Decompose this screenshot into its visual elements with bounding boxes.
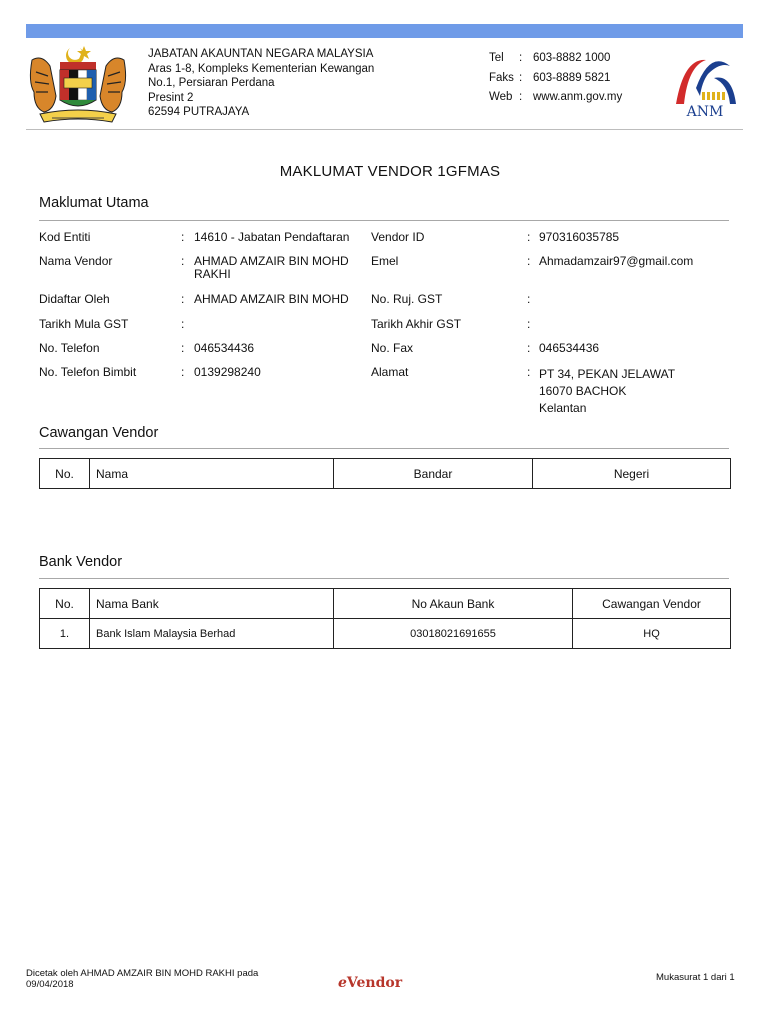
contact-value: 603-8882 1000 xyxy=(533,52,611,64)
field-colon: : xyxy=(527,341,531,355)
column-header: Nama Bank xyxy=(90,589,334,619)
field-colon: : xyxy=(181,341,185,355)
table-header-row xyxy=(40,459,731,489)
field-value-didaftar-oleh: AHMAD AMZAIR BIN MOHD xyxy=(194,292,349,306)
column-header: Bandar xyxy=(334,459,533,489)
contact-value: www.anm.gov.my xyxy=(533,91,623,103)
field-label-didaftar-oleh: Didaftar Oleh xyxy=(39,292,110,306)
printed-by-note xyxy=(26,968,258,990)
field-label-emel: Emel xyxy=(371,254,399,268)
contact-fax xyxy=(489,69,622,89)
address-line: Presint 2 xyxy=(148,91,194,104)
contact-web xyxy=(489,88,622,108)
field-value-no-fax: 046534436 xyxy=(539,341,600,355)
field-colon: : xyxy=(527,317,531,331)
printed-by-line: Dicetak oleh AHMAD AMZAIR BIN MOHD RAKHI pada xyxy=(26,968,259,979)
vendor-name-line: RAKHI xyxy=(194,267,231,281)
cell-bank-name: Bank Islam Malaysia Berhad xyxy=(90,619,334,649)
field-colon: : xyxy=(527,230,531,244)
header-accent-bar xyxy=(26,24,743,38)
bank-table xyxy=(39,588,731,649)
address-line: Kelantan xyxy=(539,401,587,415)
field-value-nama-vendor xyxy=(194,255,349,281)
address-line: PT 34, PEKAN JELAWAT xyxy=(539,367,676,381)
column-header: No. xyxy=(40,589,90,619)
contact-separator: : xyxy=(519,71,523,84)
contact-tel xyxy=(489,49,622,69)
cell-account-no: 03018021691655 xyxy=(334,619,573,649)
field-colon: : xyxy=(181,292,185,306)
field-label-no-telefon-bimbit: No. Telefon Bimbit xyxy=(39,365,137,379)
address-line: 16070 BACHOK xyxy=(539,384,627,398)
branch-table xyxy=(39,458,731,489)
field-label-vendor-id: Vendor ID xyxy=(371,230,425,244)
brand-e: e xyxy=(338,975,347,991)
column-header: Negeri xyxy=(533,459,731,489)
column-header: No. xyxy=(40,459,90,489)
section-branch-title: Cawangan Vendor xyxy=(39,425,159,441)
table-header-row xyxy=(40,589,731,619)
anm-logo-icon xyxy=(666,48,744,122)
contact-details xyxy=(489,49,622,108)
column-header: No Akaun Bank xyxy=(334,589,573,619)
document-title: MAKLUMAT VENDOR 1GFMAS xyxy=(279,163,501,180)
section-bank-title: Bank Vendor xyxy=(39,554,123,570)
field-colon: : xyxy=(181,230,185,244)
brand-text: Vendor xyxy=(346,975,403,991)
field-colon: : xyxy=(527,365,531,379)
column-header: Nama xyxy=(90,459,334,489)
page-number: Mukasurat 1 dari 1 xyxy=(656,972,735,983)
cell-branch: HQ xyxy=(573,619,731,649)
field-colon: : xyxy=(527,254,531,268)
field-value-no-telefon-bimbit: 0139298240 xyxy=(194,365,261,379)
field-value-alamat xyxy=(539,366,675,417)
address-line: No.1, Persiaran Perdana xyxy=(148,77,275,89)
anm-logo-text: ANM xyxy=(686,104,724,120)
coat-of-arms-icon xyxy=(26,42,130,126)
section-divider xyxy=(39,578,729,579)
section-main-info-title: Maklumat Utama xyxy=(39,195,149,211)
field-value-emel: Ahmadamzair97@gmail.com xyxy=(539,254,694,268)
contact-label: Faks xyxy=(489,71,514,84)
section-divider xyxy=(39,220,729,221)
org-name: JABATAN AKAUNTAN NEGARA MALAYSIA xyxy=(148,48,374,60)
field-colon: : xyxy=(181,317,185,331)
field-colon: : xyxy=(181,365,185,379)
vendor-name-line: AHMAD AMZAIR BIN MOHD xyxy=(194,254,349,268)
printed-by-line: 09/04/2018 xyxy=(26,979,74,990)
address-line: Aras 1-8, Kompleks Kementerian Kewangan xyxy=(148,62,375,75)
field-value-no-telefon: 046534436 xyxy=(194,341,255,355)
field-value-vendor-id: 970316035785 xyxy=(539,230,620,244)
organization-address xyxy=(148,47,374,120)
address-line: 62594 PUTRAJAYA xyxy=(148,106,250,118)
field-label-tarikh-akhir-gst: Tarikh Akhir GST xyxy=(371,317,462,331)
column-header: Cawangan Vendor xyxy=(573,589,731,619)
field-label-no-fax: No. Fax xyxy=(371,341,414,355)
field-label-no-telefon: No. Telefon xyxy=(39,341,100,355)
section-divider xyxy=(39,448,729,449)
field-label-no-ruj-gst: No. Ruj. GST xyxy=(371,292,443,306)
contact-label: Web xyxy=(489,91,513,103)
cell-no: 1. xyxy=(40,619,90,649)
field-colon: : xyxy=(181,254,185,268)
field-value-kod-entiti: 14610 - Jabatan Pendaftaran xyxy=(194,230,350,244)
field-label-kod-entiti: Kod Entiti xyxy=(39,230,91,244)
contact-label: Tel xyxy=(489,52,504,64)
letterhead xyxy=(26,38,743,130)
table-row xyxy=(40,619,731,649)
evendor-logo xyxy=(338,975,402,991)
field-label-nama-vendor: Nama Vendor xyxy=(39,254,113,268)
field-label-alamat: Alamat xyxy=(371,365,409,379)
contact-separator: : xyxy=(519,52,523,64)
field-label-tarikh-mula-gst: Tarikh Mula GST xyxy=(39,317,129,331)
contact-separator: : xyxy=(519,91,523,103)
contact-value: 603-8889 5821 xyxy=(533,71,611,84)
field-colon: : xyxy=(527,292,531,306)
